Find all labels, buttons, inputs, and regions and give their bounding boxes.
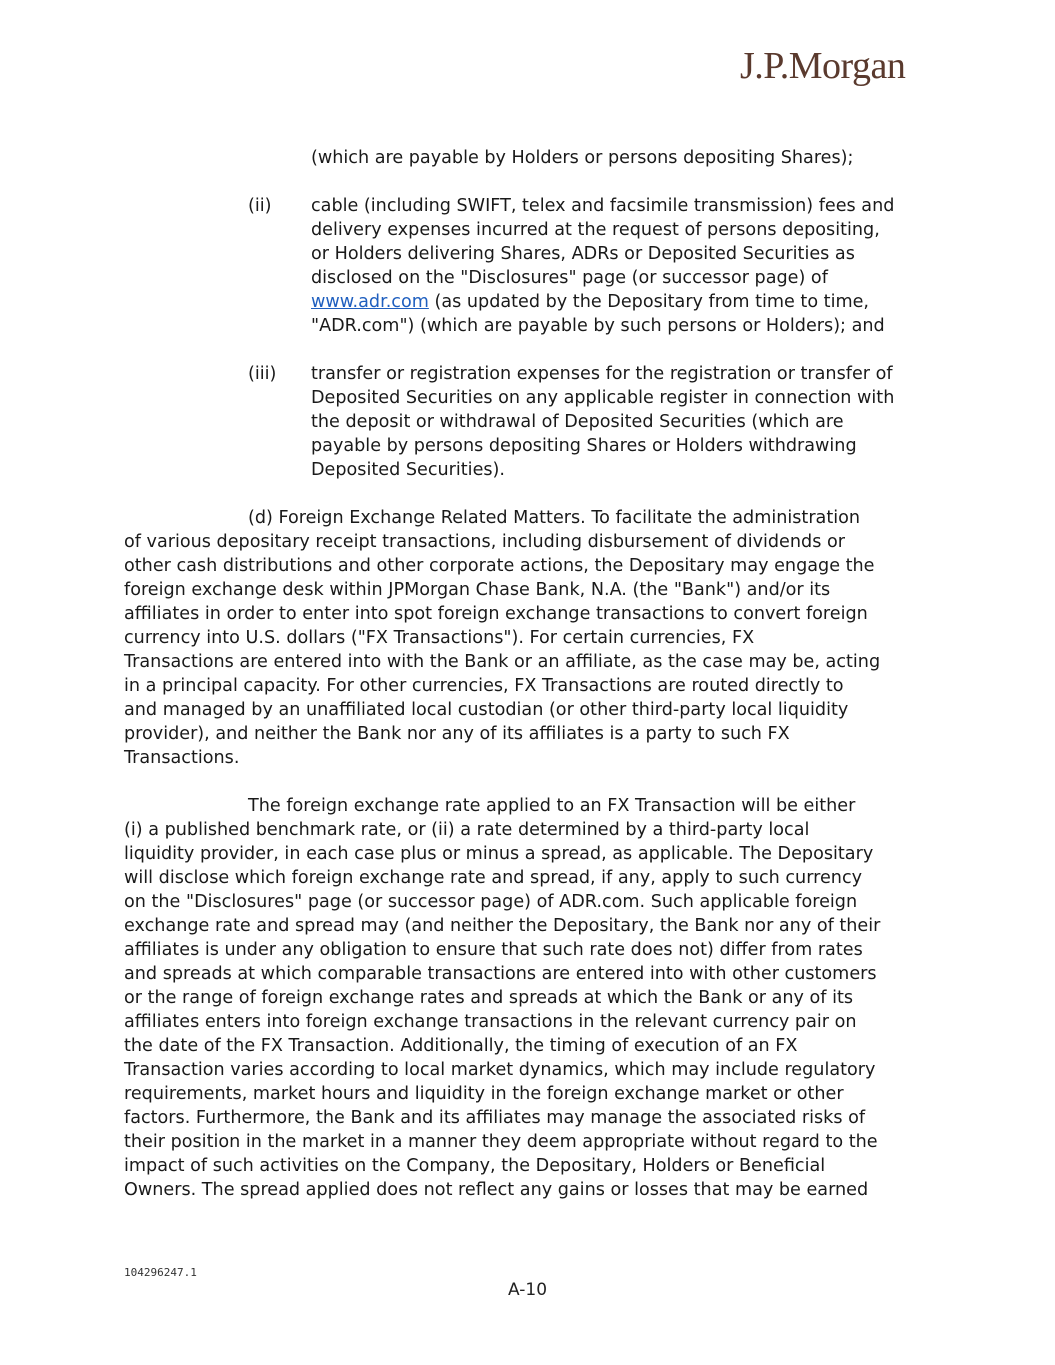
jpmorgan-logo: J.P.Morgan: [740, 45, 906, 87]
text-line: "ADR.com") (which are payable by such persons or Holders); and: [311, 316, 885, 336]
text-line: affiliates is under any obligation to ensure that such rate does not) differ from rates: [124, 940, 863, 960]
text-line: Deposited Securities).: [311, 460, 506, 480]
text-line: of various depositary receipt transactions, including disbursement of dividends or: [124, 532, 845, 552]
item-text: [311, 194, 941, 338]
text-line: Deposited Securities on any applicable register in connection with: [311, 388, 895, 408]
text-line: or Holders delivering Shares, ADRs or Deposited Securities as: [311, 244, 855, 264]
text-line-with-link: [311, 290, 941, 314]
text-line: their position in the market in a manner they deem appropriate without regard to the: [124, 1132, 878, 1152]
text-line: in a principal capacity. For other currencies, FX Transactions are routed directly to: [124, 676, 844, 696]
text-line: delivery expenses incurred at the request of persons depositing,: [311, 220, 880, 240]
link-line-rest: (as updated by the Depositary from time to time,: [428, 292, 870, 312]
text-line: the deposit or withdrawal of Deposited Securities (which are: [311, 412, 844, 432]
text-line: on the "Disclosures" page (or successor page) of ADR.com. Such applicable foreign: [124, 892, 858, 912]
text-line: Transaction varies according to local market dynamics, which may include regulatory: [124, 1060, 876, 1080]
item-number: (iii): [248, 364, 277, 384]
section-d-paragraph: [124, 506, 880, 770]
item-number: (ii): [248, 196, 272, 216]
text-line: other cash distributions and other corporate actions, the Depositary may engage the: [124, 556, 875, 576]
text-line: payable by persons depositing Shares or Holders withdrawing: [311, 436, 857, 456]
item-text: [311, 362, 941, 482]
text-line: (i) a published benchmark rate, or (ii) a rate determined by a third-party local: [124, 820, 810, 840]
text-line: factors. Furthermore, the Bank and its affiliates may manage the associated risks of: [124, 1108, 866, 1128]
text-line: Transactions are entered into with the Bank or an affiliate, as the case may be, acting: [124, 652, 881, 672]
fx-rate-paragraph: [124, 794, 880, 1202]
text-line: transfer or registration expenses for the registration or transfer of: [311, 364, 893, 384]
text-line: Transactions.: [124, 748, 240, 768]
text-line: affiliates enters into foreign exchange transactions in the relevant currency pair on: [124, 1012, 857, 1032]
text-line: provider), and neither the Bank nor any of its affiliates is a party to such FX: [124, 724, 790, 744]
text-line: disclosed on the "Disclosures" page (or successor page) of: [311, 268, 828, 288]
text-line: will disclose which foreign exchange rate and spread, if any, apply to such currency: [124, 868, 863, 888]
text-line: Owners. The spread applied does not reflect any gains or losses that may be earned: [124, 1180, 869, 1200]
page-number: A-10: [507, 1280, 548, 1300]
text-line: and spreads at which comparable transactions are entered into with other customers: [124, 964, 877, 984]
continuation-text: (which are payable by Holders or persons depositing Shares);: [311, 148, 854, 168]
text-line: exchange rate and spread may (and neither the Depositary, the Bank nor any of their: [124, 916, 881, 936]
adr-com-link[interactable]: www.adr.com: [311, 292, 429, 312]
text-line: foreign exchange desk within JPMorgan Chase Bank, N.A. (the "Bank") and/or its: [124, 580, 831, 600]
text-line: affiliates in order to enter into spot foreign exchange transactions to convert foreign: [124, 604, 868, 624]
text-line: liquidity provider, in each case plus or minus a spread, as applicable. The Depositary: [124, 844, 874, 864]
text-line: the date of the FX Transaction. Additionally, the timing of execution of an FX: [124, 1036, 798, 1056]
text-line: impact of such activities on the Company, the Depositary, Holders or Beneficial: [124, 1156, 826, 1176]
document-id: 104296247.1: [124, 1266, 197, 1279]
text-line: (d) Foreign Exchange Related Matters. To facilitate the administration: [248, 508, 861, 528]
text-line: and managed by an unaffiliated local custodian (or other third-party local liquidity: [124, 700, 849, 720]
text-line: currency into U.S. dollars ("FX Transactions"). For certain currencies, FX: [124, 628, 755, 648]
text-line: cable (including SWIFT, telex and facsimile transmission) fees and: [311, 196, 895, 216]
text-line: or the range of foreign exchange rates and spreads at which the Bank or any of its: [124, 988, 854, 1008]
text-line: The foreign exchange rate applied to an FX Transaction will be either: [248, 796, 856, 816]
text-line: requirements, market hours and liquidity in the foreign exchange market or other: [124, 1084, 844, 1104]
